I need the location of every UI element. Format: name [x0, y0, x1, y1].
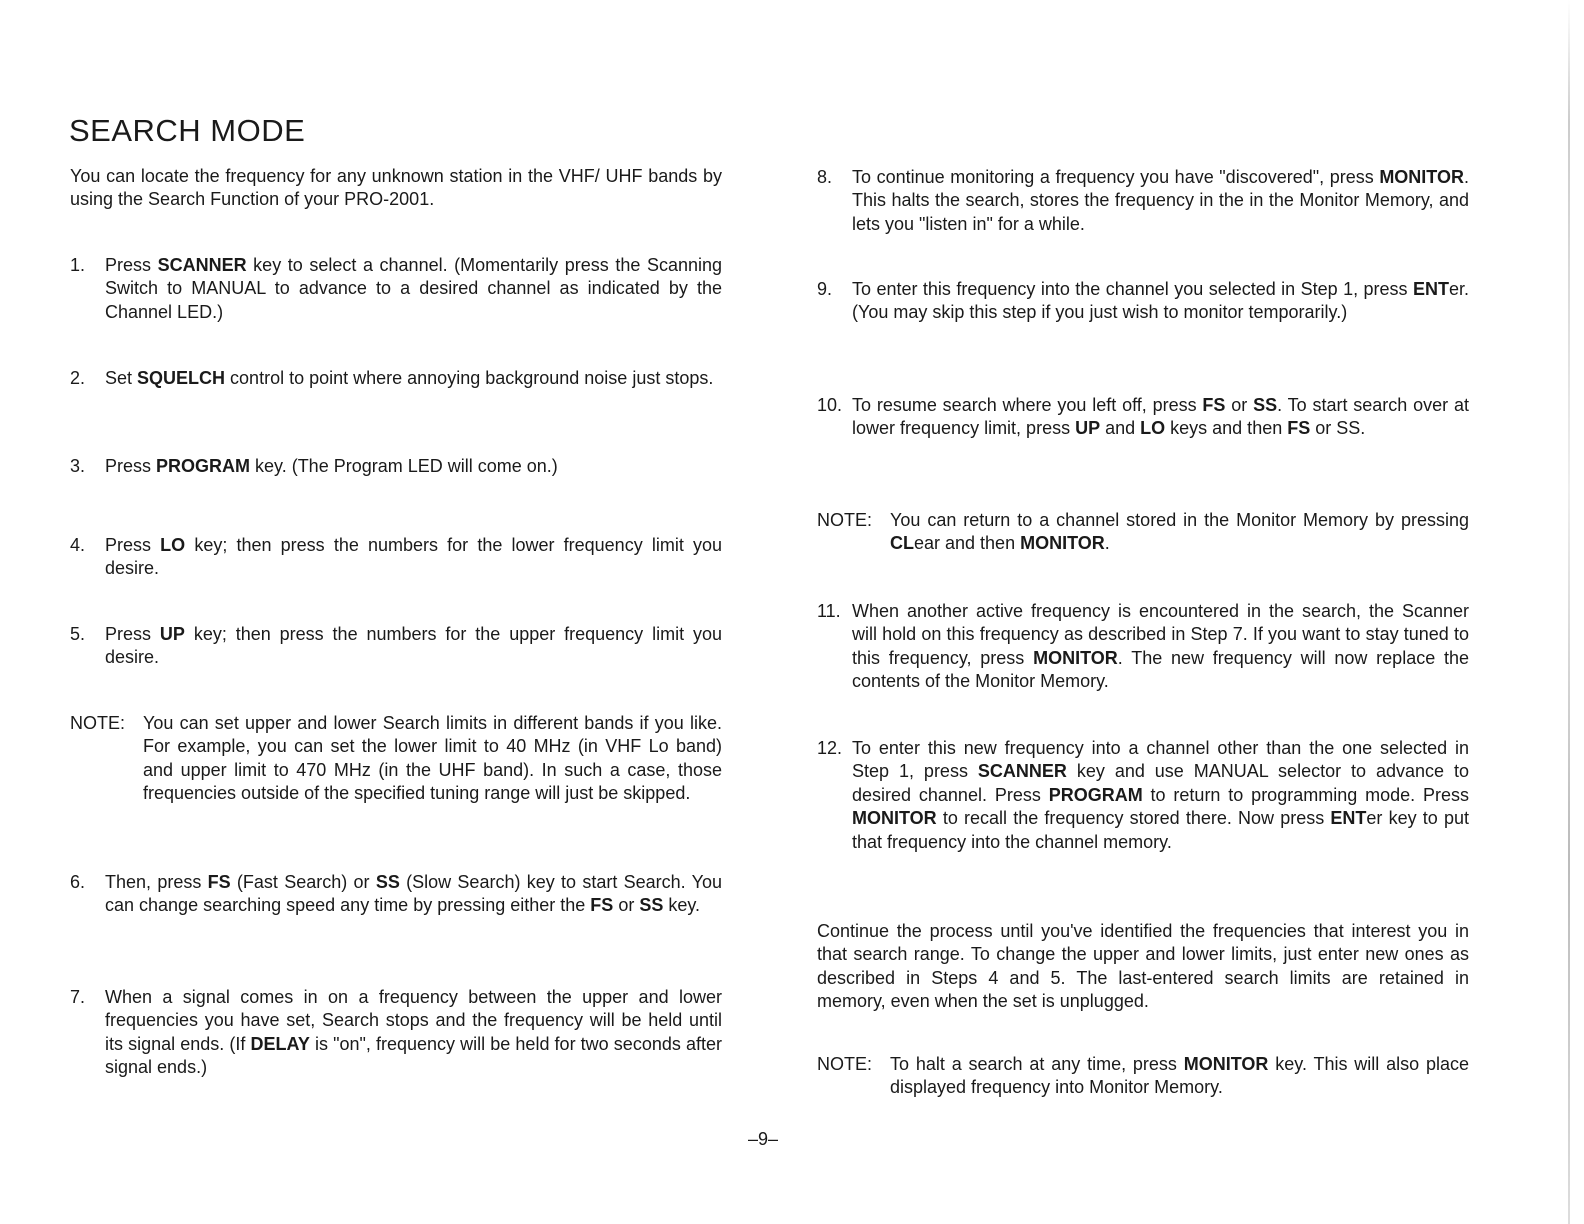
note-halt-search: [817, 1053, 1469, 1100]
text-run: When another active frequency is encountered in the search, the Scanner will hold on this frequency as described in Step 7. If you want to stay tuned to this frequency, press: [852, 601, 1469, 668]
text-run: key. This will also place displayed frequency into Monitor Memory.: [890, 1054, 1469, 1098]
text-run: (Slow Search) key to start Search. You can change searching speed any time by pressing either the: [105, 872, 723, 916]
item-text: [105, 623, 722, 670]
text-run: er key to put that frequency into the channel memory.: [852, 808, 1469, 852]
key-name: SS: [1253, 395, 1278, 415]
item-label: 7.: [70, 987, 86, 1007]
page-number: –9–: [748, 1129, 779, 1149]
text-run: and: [1100, 418, 1141, 439]
text-run: . The new frequency will now replace the contents of the Monitor Memory.: [852, 647, 1470, 692]
key-name: LO: [160, 535, 186, 555]
key-name: FS: [1202, 395, 1226, 415]
text-run: To enter this frequency into the channel you selected in Step 1, press: [852, 279, 1413, 299]
key-name: MONITOR: [1020, 533, 1105, 554]
text-run: You can return to a channel stored in the Monitor Memory by pressing: [890, 510, 1469, 530]
key-name: MONITOR: [1379, 167, 1464, 187]
intro-paragraph: [70, 165, 722, 212]
text-run: key to select a channel. (Momentarily press the Scanning Switch to MANUAL to advance to a desired channel as indicated by the Channel LED.): [105, 255, 723, 322]
item-label: 6.: [70, 872, 86, 892]
key-name: SCANNER: [157, 255, 247, 275]
key-name: FS: [1287, 418, 1311, 439]
key-name: ENT: [1412, 279, 1449, 299]
text-run: or: [613, 895, 640, 916]
key-name: DELAY: [250, 1033, 310, 1054]
item-text: [105, 534, 722, 581]
item-text: [105, 367, 722, 390]
text-run: ear and then: [914, 533, 1021, 554]
step-3: [70, 455, 722, 478]
text-run: key.: [663, 895, 701, 916]
item-label: 4.: [70, 535, 86, 555]
key-name: ENT: [1330, 808, 1367, 829]
item-text: [852, 394, 1469, 441]
text-run: key; then press the numbers for the upper frequency limit you desire.: [105, 624, 722, 668]
page-title: SEARCH MODE: [69, 112, 306, 148]
text-run: keys and then: [1165, 418, 1288, 439]
text-run: to recall the frequency stored there. Now press: [936, 808, 1331, 829]
text-run: control to point where annoying background noise just stops.: [225, 368, 714, 388]
key-name: SQUELCH: [137, 368, 226, 388]
item-label: NOTE:: [70, 713, 126, 733]
item-label: 3.: [70, 456, 86, 476]
key-name: FS: [207, 872, 231, 892]
text-run: key; then press the numbers for the lower frequency limit you desire.: [105, 535, 723, 579]
item-text: [852, 737, 1469, 854]
item-text: [143, 712, 722, 806]
item-label: 11.: [817, 601, 841, 621]
item-text: [105, 254, 722, 324]
item-label: NOTE:: [817, 510, 873, 530]
item-label: 5.: [70, 624, 86, 644]
step-7: [70, 986, 722, 1080]
text-run: key. (The Program LED will come on.): [250, 456, 558, 476]
text-run: Set: [105, 368, 138, 388]
key-name: UP: [1075, 418, 1101, 439]
key-name: LO: [1140, 418, 1166, 439]
text-run: Press: [105, 456, 157, 476]
key-name: MONITOR: [1033, 647, 1118, 668]
text-run: To halt a search at any time, press: [890, 1054, 1184, 1074]
step-8: [817, 166, 1469, 236]
item-text: [852, 278, 1469, 325]
text-run: is "on", frequency will be held for two seconds after signal ends.): [105, 1033, 722, 1078]
item-label: 10.: [817, 395, 843, 415]
item-text: [70, 165, 722, 212]
step-4: [70, 534, 722, 581]
text-run: Press: [105, 535, 161, 555]
key-name: SCANNER: [977, 761, 1067, 782]
note-monitor-memory: [817, 509, 1469, 556]
key-name: FS: [590, 895, 614, 916]
key-name: PROGRAM: [156, 456, 251, 476]
step-2: [70, 367, 722, 390]
key-name: SS: [375, 872, 400, 892]
item-text: [890, 1053, 1469, 1100]
continue-paragraph: [817, 920, 1469, 1014]
item-label: 1.: [70, 255, 86, 275]
step-9: [817, 278, 1469, 325]
page-edge-binding: [1568, 0, 1570, 1224]
text-run: to return to programming mode. Press: [1142, 784, 1469, 805]
item-text: [105, 455, 722, 478]
text-run: You can set upper and lower Search limits in different bands if you like. For example, you can set the lower limit to 40 MHz (in VHF Lo band) and upper limit to 470 MHz (in the UHF band). In such a case, those frequencies outside of the specified tuning range will just be skipped.: [143, 713, 722, 804]
text-run: . This halts the search, stores the frequency in the in the Monitor Memory, and lets you "listen in" for a while.: [852, 167, 1469, 234]
item-label: 9.: [817, 279, 833, 299]
item-text: [817, 920, 1469, 1014]
key-name: PROGRAM: [1048, 784, 1143, 805]
text-run: To resume search where you left off, press: [852, 395, 1203, 415]
item-label: NOTE:: [817, 1054, 873, 1074]
text-run: Press: [105, 624, 160, 644]
item-label: 12.: [817, 738, 843, 758]
text-run: (Fast Search) or: [230, 872, 376, 892]
text-run: To enter this new frequency into a channel other than the one selected in Step 1, press: [852, 738, 1469, 782]
key-name: MONITOR: [852, 808, 937, 829]
text-run: or: [1225, 395, 1254, 415]
item-text: [105, 871, 722, 918]
note-search-limits: [70, 712, 722, 806]
item-text: [890, 509, 1469, 556]
text-run: er. (You may skip this step if you just wish to monitor temporarily.): [852, 279, 1469, 323]
text-run: When a signal comes in on a frequency between the upper and lower frequencies you have set, Search stops and the frequency will be held until its signal ends. (If: [105, 987, 722, 1054]
item-label: 2.: [70, 368, 86, 388]
step-5: [70, 623, 722, 670]
text-run: . To start search over at lower frequency limit, press: [852, 395, 1469, 439]
text-run: key and use MANUAL selector to advance to desired channel. Press: [852, 761, 1470, 805]
step-6: [70, 871, 722, 918]
text-run: Continue the process until you've identified the frequencies that interest you in that search range. To change the upper and lower limits, just enter new ones as described in Steps 4 and 5. The last-entered search limits are retained in memory, even when the set is unplugged.: [817, 921, 1469, 1012]
text-run: Then, press: [105, 872, 208, 892]
step-10: [817, 394, 1469, 441]
item-text: [852, 600, 1469, 694]
text-run: You can locate the frequency for any unknown station in the VHF/ UHF bands by using the Search Function of your PRO-2001.: [70, 166, 722, 210]
text-run: To continue monitoring a frequency you have "discovered", press: [852, 167, 1380, 187]
key-name: UP: [159, 624, 185, 644]
text-run: or SS.: [1310, 418, 1366, 439]
key-name: MONITOR: [1183, 1054, 1269, 1074]
text-run: Press: [105, 255, 158, 275]
item-text: [852, 166, 1469, 236]
key-name: CL: [890, 533, 914, 554]
step-11: [817, 600, 1469, 694]
step-1: [70, 254, 722, 324]
item-label: 8.: [817, 167, 833, 187]
text-run: .: [1104, 533, 1110, 554]
key-name: SS: [639, 895, 664, 916]
item-text: [105, 986, 722, 1080]
step-12: [817, 737, 1469, 854]
